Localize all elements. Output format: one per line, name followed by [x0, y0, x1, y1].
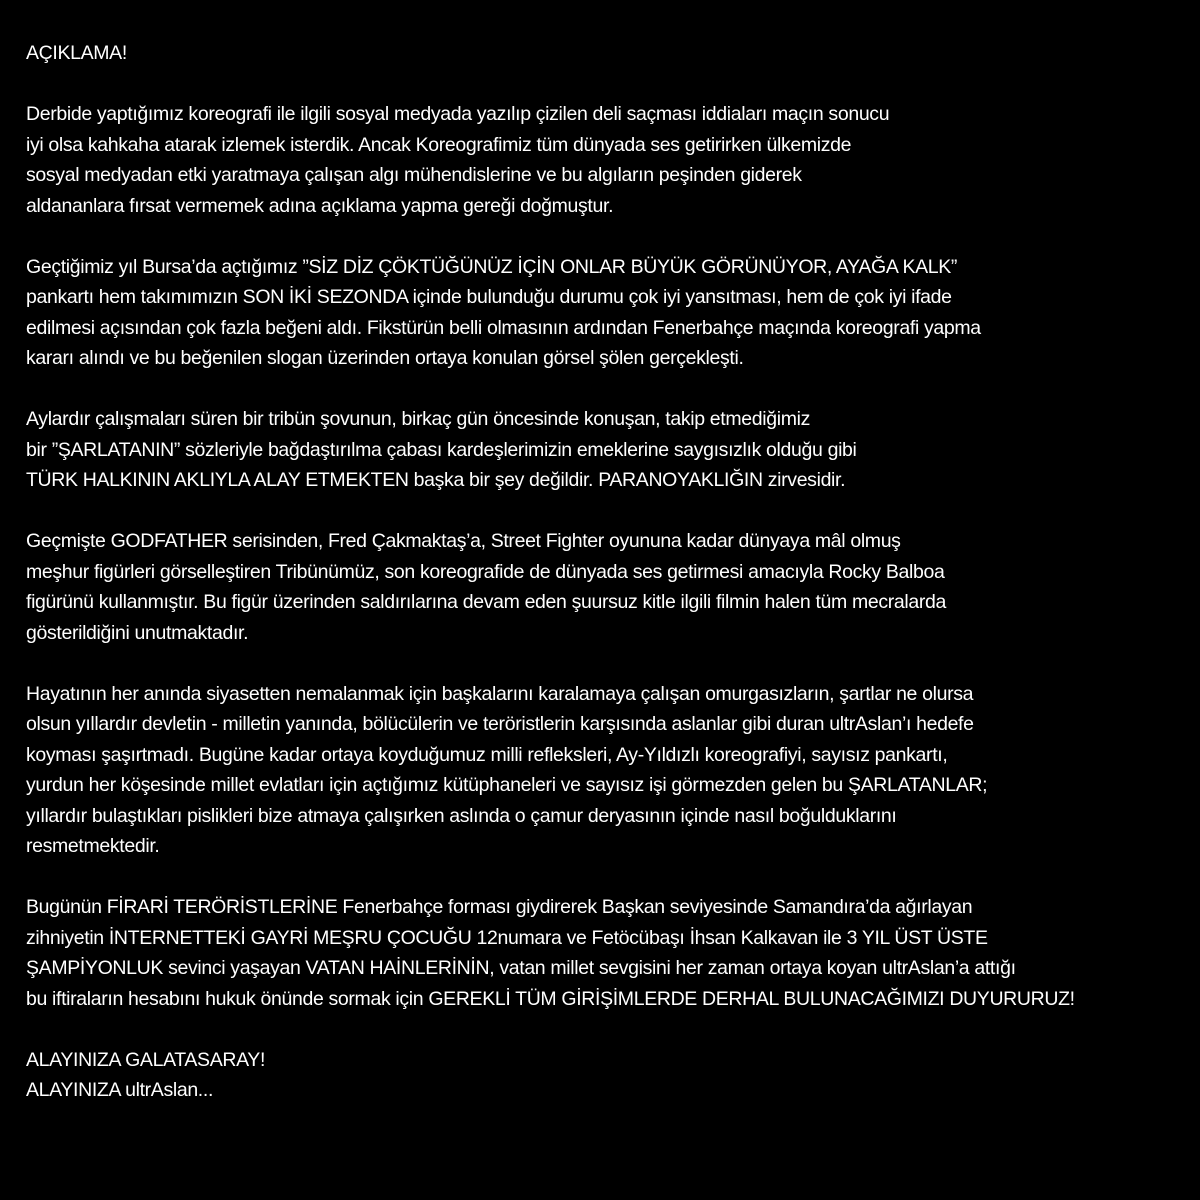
- text-line: ŞAMPİYONLUK sevinci yaşayan VATAN HAİNLERİNİN, vatan millet sevgisini her zaman ortaya koyan ultrAslan’a attığı: [26, 957, 1016, 979]
- paragraph-spacer: [26, 648, 1186, 679]
- text-line: olsun yıllardır devletin - milletin yanında, bölücülerin ve teröristlerin karşısında aslanlar gibi duran ultrAslan’ı hedefe: [26, 713, 974, 735]
- text-line: Geçmişte GODFATHER serisinden, Fred Çakmaktaş’a, Street Fighter oyununa kadar dünyaya mâl olmuş: [26, 530, 901, 552]
- text-line: figürünü kullanmıştır. Bu figür üzerinden saldırılarına devam eden şuursuz kitle ilgili filmin halen tüm mecralarda: [26, 591, 947, 613]
- statement-title: AÇIKLAMA!: [26, 42, 127, 64]
- text-line: zihniyetin İNTERNETTEKİ GAYRİ MEŞRU ÇOCUĞU 12numara ve Fetöcübaşı İhsan Kalkavan ile 3 YIL ÜST ÜSTE: [26, 926, 988, 949]
- text-line: pankartı hem takımımızın SON İKİ SEZONDA içinde bulunduğu durumu çok iyi yansıtması, hem de çok iyi ifade: [26, 286, 952, 308]
- text-line: Hayatının her anında siyasetten nemalanmak için başkalarını karalamaya çalışan omurgasızların, şartlar ne olursa: [26, 682, 974, 705]
- paragraph-intro: [26, 99, 1186, 221]
- text-line: sosyal medyadan etki yaratmaya çalışan algı mühendislerine ve bu algıların peşinden giderek: [26, 164, 802, 186]
- paragraph-closing: [26, 1045, 1186, 1106]
- text-line: Bugünün FİRARİ TERÖRİSTLERİNE Fenerbahçe forması giydirerek Başkan seviyesinde Samandıra’da ağırlayan: [26, 896, 973, 918]
- paragraph-banner-history: [26, 252, 1186, 374]
- text-line: bir ”ŞARLATANIN” sözleriyle bağdaştırılma çabası kardeşlerimizin emeklerine saygısızlık olduğu gibi: [26, 438, 857, 461]
- paragraph-tribune-show: [26, 404, 1186, 496]
- paragraph-legal-action: [26, 892, 1186, 1014]
- text-line: Geçtiğimiz yıl Bursa’da açtığımız ”SİZ DİZ ÇÖKTÜĞÜNÜZ İÇİN ONLAR BÜYÜK GÖRÜNÜYOR, AYAĞA KALK”: [26, 255, 958, 278]
- text-line: iyi olsa kahkaha atarak izlemek isterdik. Ancak Koreografimiz tüm dünyada ses getirirken ülkemizde: [26, 133, 852, 156]
- text-line: gösterildiğini unutmaktadır.: [26, 621, 249, 644]
- paragraph-spacer: [26, 69, 1186, 100]
- text-line: Aylardır çalışmaları süren bir tribün şovunun, birkaç gün öncesinde konuşan, takip etmediğimiz: [26, 408, 810, 430]
- text-line: bu iftiraların hesabını hukuk önünde sormak için GEREKLİ TÜM GİRİŞİMLERDE DERHAL BULUNACAĞIMIZI DUYURURUZ!: [26, 987, 1075, 1010]
- text-line: meşhur figürleri görselleştiren Tribünümüz, son koreografide de dünyada ses getirmesi amacıyla Rocky Balboa: [26, 560, 945, 583]
- paragraph-spacer: [26, 374, 1186, 405]
- closing-line: ALAYINIZA ultrAslan...: [26, 1079, 214, 1101]
- text-line: edilmesi açısından çok fazla beğeni aldı. Fikstürün belli olmasının ardından Fenerbahçe maçında koreografi yapma: [26, 316, 981, 339]
- paragraph-spacer: [26, 1014, 1186, 1045]
- text-line: kararı alındı ve bu beğenilen slogan üzerinden ortaya konulan görsel şölen gerçekleşti.: [26, 347, 744, 369]
- paragraph-critics: [26, 679, 1186, 862]
- statement-document: [26, 38, 1186, 1106]
- text-line: TÜRK HALKININ AKLIYLA ALAY ETMEKTEN başka bir şey değildir. PARANOYAKLIĞIN zirvesidir.: [26, 469, 846, 491]
- paragraph-famous-figures: [26, 526, 1186, 648]
- text-line: aldananlara fırsat vermemek adına açıklama yapma gereği doğmuştur.: [26, 194, 614, 217]
- closing-line: ALAYINIZA GALATASARAY!: [26, 1048, 266, 1071]
- text-line: resmetmektedir.: [26, 835, 160, 857]
- text-line: koyması şaşırtmadı. Bugüne kadar ortaya koyduğumuz milli refleksleri, Ay-Yıldızlı koreografiyi, sayısız pankartı,: [26, 743, 948, 766]
- text-line: yıllardır bulaştıkları pislikleri bize atmaya çalışırken aslında o çamur deryasının içinde nasıl boğulduklarını: [26, 804, 897, 827]
- text-line: yurdun her köşesinde millet evlatları için açtığımız kütüphaneleri ve sayısız işi görmezden gelen bu ŞARLATANLAR;: [26, 774, 988, 796]
- paragraph-spacer: [26, 862, 1186, 893]
- paragraph-spacer: [26, 221, 1186, 252]
- text-line: Derbide yaptığımız koreografi ile ilgili sosyal medyada yazılıp çizilen deli saçması iddiaları maçın sonucu: [26, 103, 890, 125]
- paragraph-spacer: [26, 496, 1186, 527]
